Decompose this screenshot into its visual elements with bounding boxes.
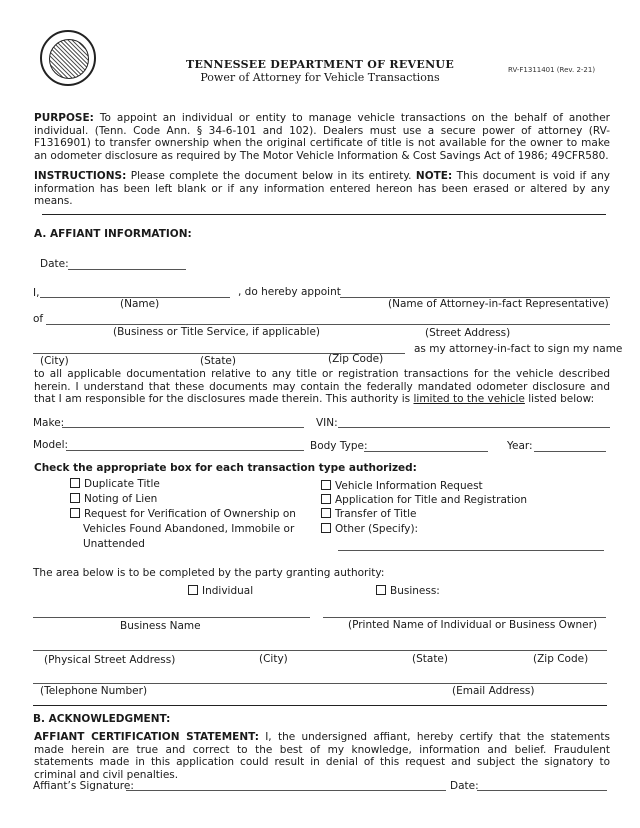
checkbox-vehicle-information-request[interactable]: Vehicle Information Request [321,480,483,492]
phone-email-field[interactable] [33,683,607,684]
vin-field[interactable] [338,427,610,428]
other-specify-field[interactable] [338,550,604,551]
city2-caption: (City) [259,653,288,665]
section-divider [42,214,606,215]
checkbox-box[interactable] [321,494,331,504]
business-name-caption: Business Name [120,620,201,632]
of-label: of [33,313,44,325]
business-caption: (Business or Title Service, if applicable) [113,326,321,338]
agency-title: TENNESSEE DEPARTMENT OF REVENUE [186,58,454,71]
i-label: I, [33,287,40,299]
form-title: Power of Attorney for Vehicle Transactions [200,71,440,84]
checkbox-duplicate-title[interactable]: Duplicate Title [70,478,160,490]
form-number: RV-F1311401 (Rev. 2-21) [508,66,596,74]
checkbox-box[interactable] [321,508,331,518]
checkbox-box[interactable] [376,585,386,595]
signature-label: Affiant’s Signature: [33,780,134,792]
make-label: Make: [33,417,65,429]
certification-paragraph: AFFIANT CERTIFICATION STATEMENT: I, the undersigned affiant, hereby certify that the statements made herein are true and correct to the best of my knowledge, information and belief. Fraudulent statements made in this application could result in denial of this request and subject the signatory to criminal and civil penalties. [34,731,610,781]
checkbox-box[interactable] [70,508,80,518]
model-field[interactable] [66,450,304,451]
sign-text: as my attorney-in-fact to sign my name [414,343,623,355]
state-caption: (State) [200,355,236,367]
checkbox-noting-of-lien[interactable]: Noting of Lien [70,493,157,505]
checkbox-transfer-of-title[interactable]: Transfer of Title [321,508,417,520]
zip2-caption: (Zip Code) [533,653,589,665]
verification-option-cont-2: Unattended [83,538,145,550]
authority-paragraph: to all applicable documentation relative to any title or registration transactions for the vehicle described herein. I understand that these documents may contain the federally mandated odometer disclosure and that I am responsible for the disclosures made therein. This authority is limited to the vehicle listed below: [34,368,610,405]
checkbox-business[interactable]: Business: [376,585,440,597]
city-caption: (City) [40,355,69,367]
year-field[interactable] [534,451,606,452]
checkbox-individual[interactable]: Individual [188,585,253,597]
section-b-heading: B. ACKNOWLEDGMENT: [33,713,171,725]
signature-field[interactable] [126,790,446,791]
phone-caption: (Telephone Number) [40,685,148,697]
grantor-text: The area below is to be completed by the party granting authority: [33,567,385,579]
section-divider [33,705,607,706]
verification-option-cont-1: Vehicles Found Abandoned, Immobile or [83,523,295,535]
model-label: Model: [33,439,69,451]
checkbox-box[interactable] [321,523,331,533]
phys-street-caption: (Physical Street Address) [44,654,176,666]
email-caption: (Email Address) [452,685,535,697]
zip-caption: (Zip Code) [328,353,384,365]
make-field[interactable] [62,427,304,428]
body-type-field[interactable] [364,451,488,452]
check-heading: Check the appropriate box for each transaction type authorized: [34,462,417,474]
section-a-heading: A. AFFIANT INFORMATION: [34,228,192,240]
business-name-field[interactable] [33,617,310,618]
state2-caption: (State) [412,653,448,665]
purpose-paragraph: PURPOSE: To appoint an individual or entity to manage vehicle transactions on the behalf of another individual. (Tenn. Code Ann. § 34-6-101 and 102). Dealers must use a secure power of attorney (RV-F1316901) to transfer ownership when the original certificate of title is not available for the owner to make an odometer disclosure as required by The Motor Vehicle Information & Cost Savings Act of 1986; 49CFR580. [34,112,610,162]
checkbox-box[interactable] [70,478,80,488]
physical-address-field[interactable] [33,650,607,651]
signature-date-field[interactable] [477,790,607,791]
signature-date-label: Date: [450,780,479,792]
printed-name-caption: (Printed Name of Individual or Business Owner) [348,619,598,631]
date-field[interactable] [68,269,186,270]
checkbox-other[interactable]: Other (Specify): [321,523,418,535]
street-caption: (Street Address) [425,327,511,339]
checkbox-box[interactable] [70,493,80,503]
attorney-caption: (Name of Attorney-in-fact Representative) [388,298,609,310]
checkbox-application-for-title[interactable]: Application for Title and Registration [321,494,527,506]
name-caption: (Name) [120,298,160,310]
checkbox-verification-of-ownership[interactable]: Request for Verification of Ownership on [70,508,296,520]
instructions-paragraph: INSTRUCTIONS: Please complete the document below in its entirety. NOTE: This document is void if any information has been left blank or if any information entered hereon has been erased or altered by any means. [34,170,610,207]
printed-name-field[interactable] [323,617,606,618]
checkbox-box[interactable] [188,585,198,595]
appoint-text: , do hereby appoint [238,286,341,298]
body-type-label: Body Type: [310,440,368,452]
vin-label: VIN: [316,417,338,429]
year-label: Year: [507,440,533,452]
date-label: Date: [40,258,69,270]
checkbox-box[interactable] [321,480,331,490]
business-address-field[interactable] [46,324,610,325]
